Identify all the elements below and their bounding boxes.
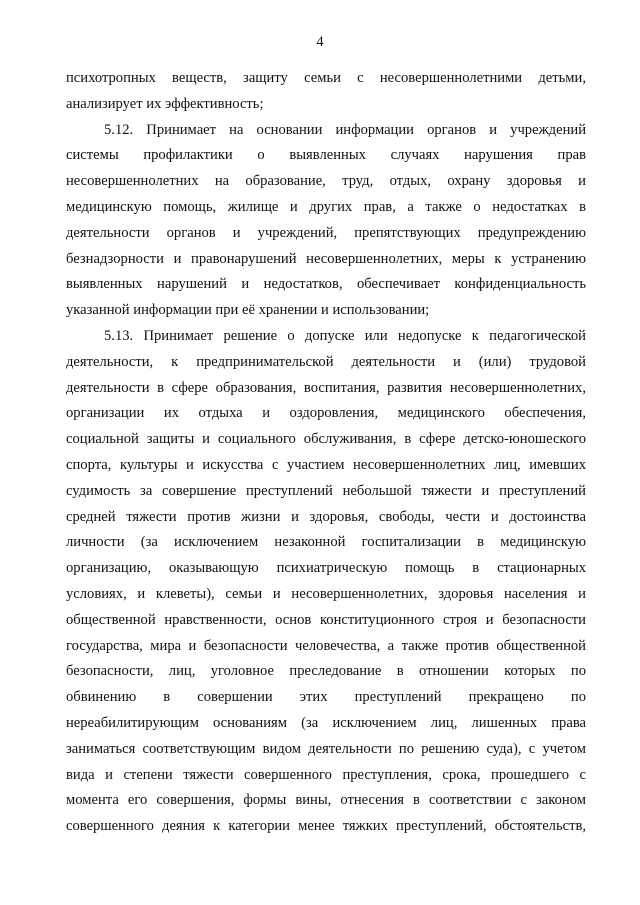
paragraph-5-13-first-line: 5.13. Принимает решение о допуске или недопуске к педагогической	[104, 327, 586, 344]
text-line: судимость за совершение преступлений небольшой тяжести и преступлений	[66, 482, 586, 499]
text-line: нереабилитирующим основаниям (за исключением лиц, лишенных права	[66, 714, 586, 731]
text-line: общественной нравственности, основ конституционного строя и безопасности	[66, 611, 586, 628]
text-line: условиях, и клеветы), семьи и несовершеннолетних, здоровья населения и	[66, 585, 586, 602]
text-line: деятельности органов и учреждений, препятствующих предупреждению	[66, 224, 586, 241]
text-line: организации их отдыха и оздоровления, медицинского обеспечения,	[66, 405, 586, 422]
text-line: момента его совершения, формы вины, отнесения в соответствии с законом	[66, 792, 586, 809]
text-line: средней тяжести против жизни и здоровья, свободы, чести и достоинства	[66, 508, 586, 525]
text-line: указанной информации при её хранении и использовании;	[66, 302, 430, 319]
paragraph-5-12-first-line: 5.12. Принимает на основании информации органов и учреждений	[104, 121, 586, 138]
text-line: совершенного деяния к категории менее тяжких преступлений, обстоятельств,	[66, 818, 586, 835]
text-line: выявленных нарушений и недостатков, обеспечивает конфиденциальность	[66, 276, 586, 293]
text-line: обвинению в совершении этих преступлений прекращено по	[66, 689, 586, 706]
text-line: деятельности в сфере образования, воспитания, развития несовершеннолетних,	[66, 379, 586, 396]
text-line: личности (за исключением незаконной госпитализации в медицинскую	[66, 534, 586, 551]
text-line: медицинскую помощь, жилище и других прав, а также о недостатках в	[66, 198, 586, 215]
text-line: деятельности, к предпринимательской деятельности и (или) трудовой	[66, 353, 586, 370]
text-line: безнадзорности и правонарушений несовершеннолетних, меры к устранению	[66, 250, 586, 267]
text-line: психотропных веществ, защиту семьи с несовершеннолетними детьми,	[66, 70, 586, 86]
text-line: организацию, оказывающую психиатрическую помощь в стационарных	[66, 560, 586, 577]
body-text	[66, 66, 586, 840]
text-line: социальной защиты и социального обслуживания, в сфере детско-юношеского	[66, 431, 586, 448]
text-line: анализирует их эффективность;	[66, 95, 264, 112]
text-line: вида и степени тяжести совершенного преступления, срока, прошедшего с	[66, 766, 586, 783]
text-line: заниматься соответствующим видом деятельности по решению суда), с учетом	[66, 740, 586, 757]
page-number: 4	[316, 34, 324, 50]
text-line: несовершеннолетних на образование, труд, отдых, охрану здоровья и	[66, 173, 586, 190]
text-line: спорта, культуры и искусства с участием несовершеннолетних лиц, имевших	[66, 456, 586, 473]
text-line: государства, мира и безопасности человечества, а также против общественной	[66, 637, 586, 654]
text-line: безопасности, лиц, уголовное преследование в отношении которых по	[66, 663, 586, 680]
text-line: системы профилактики о выявленных случаях нарушения прав	[66, 147, 586, 164]
